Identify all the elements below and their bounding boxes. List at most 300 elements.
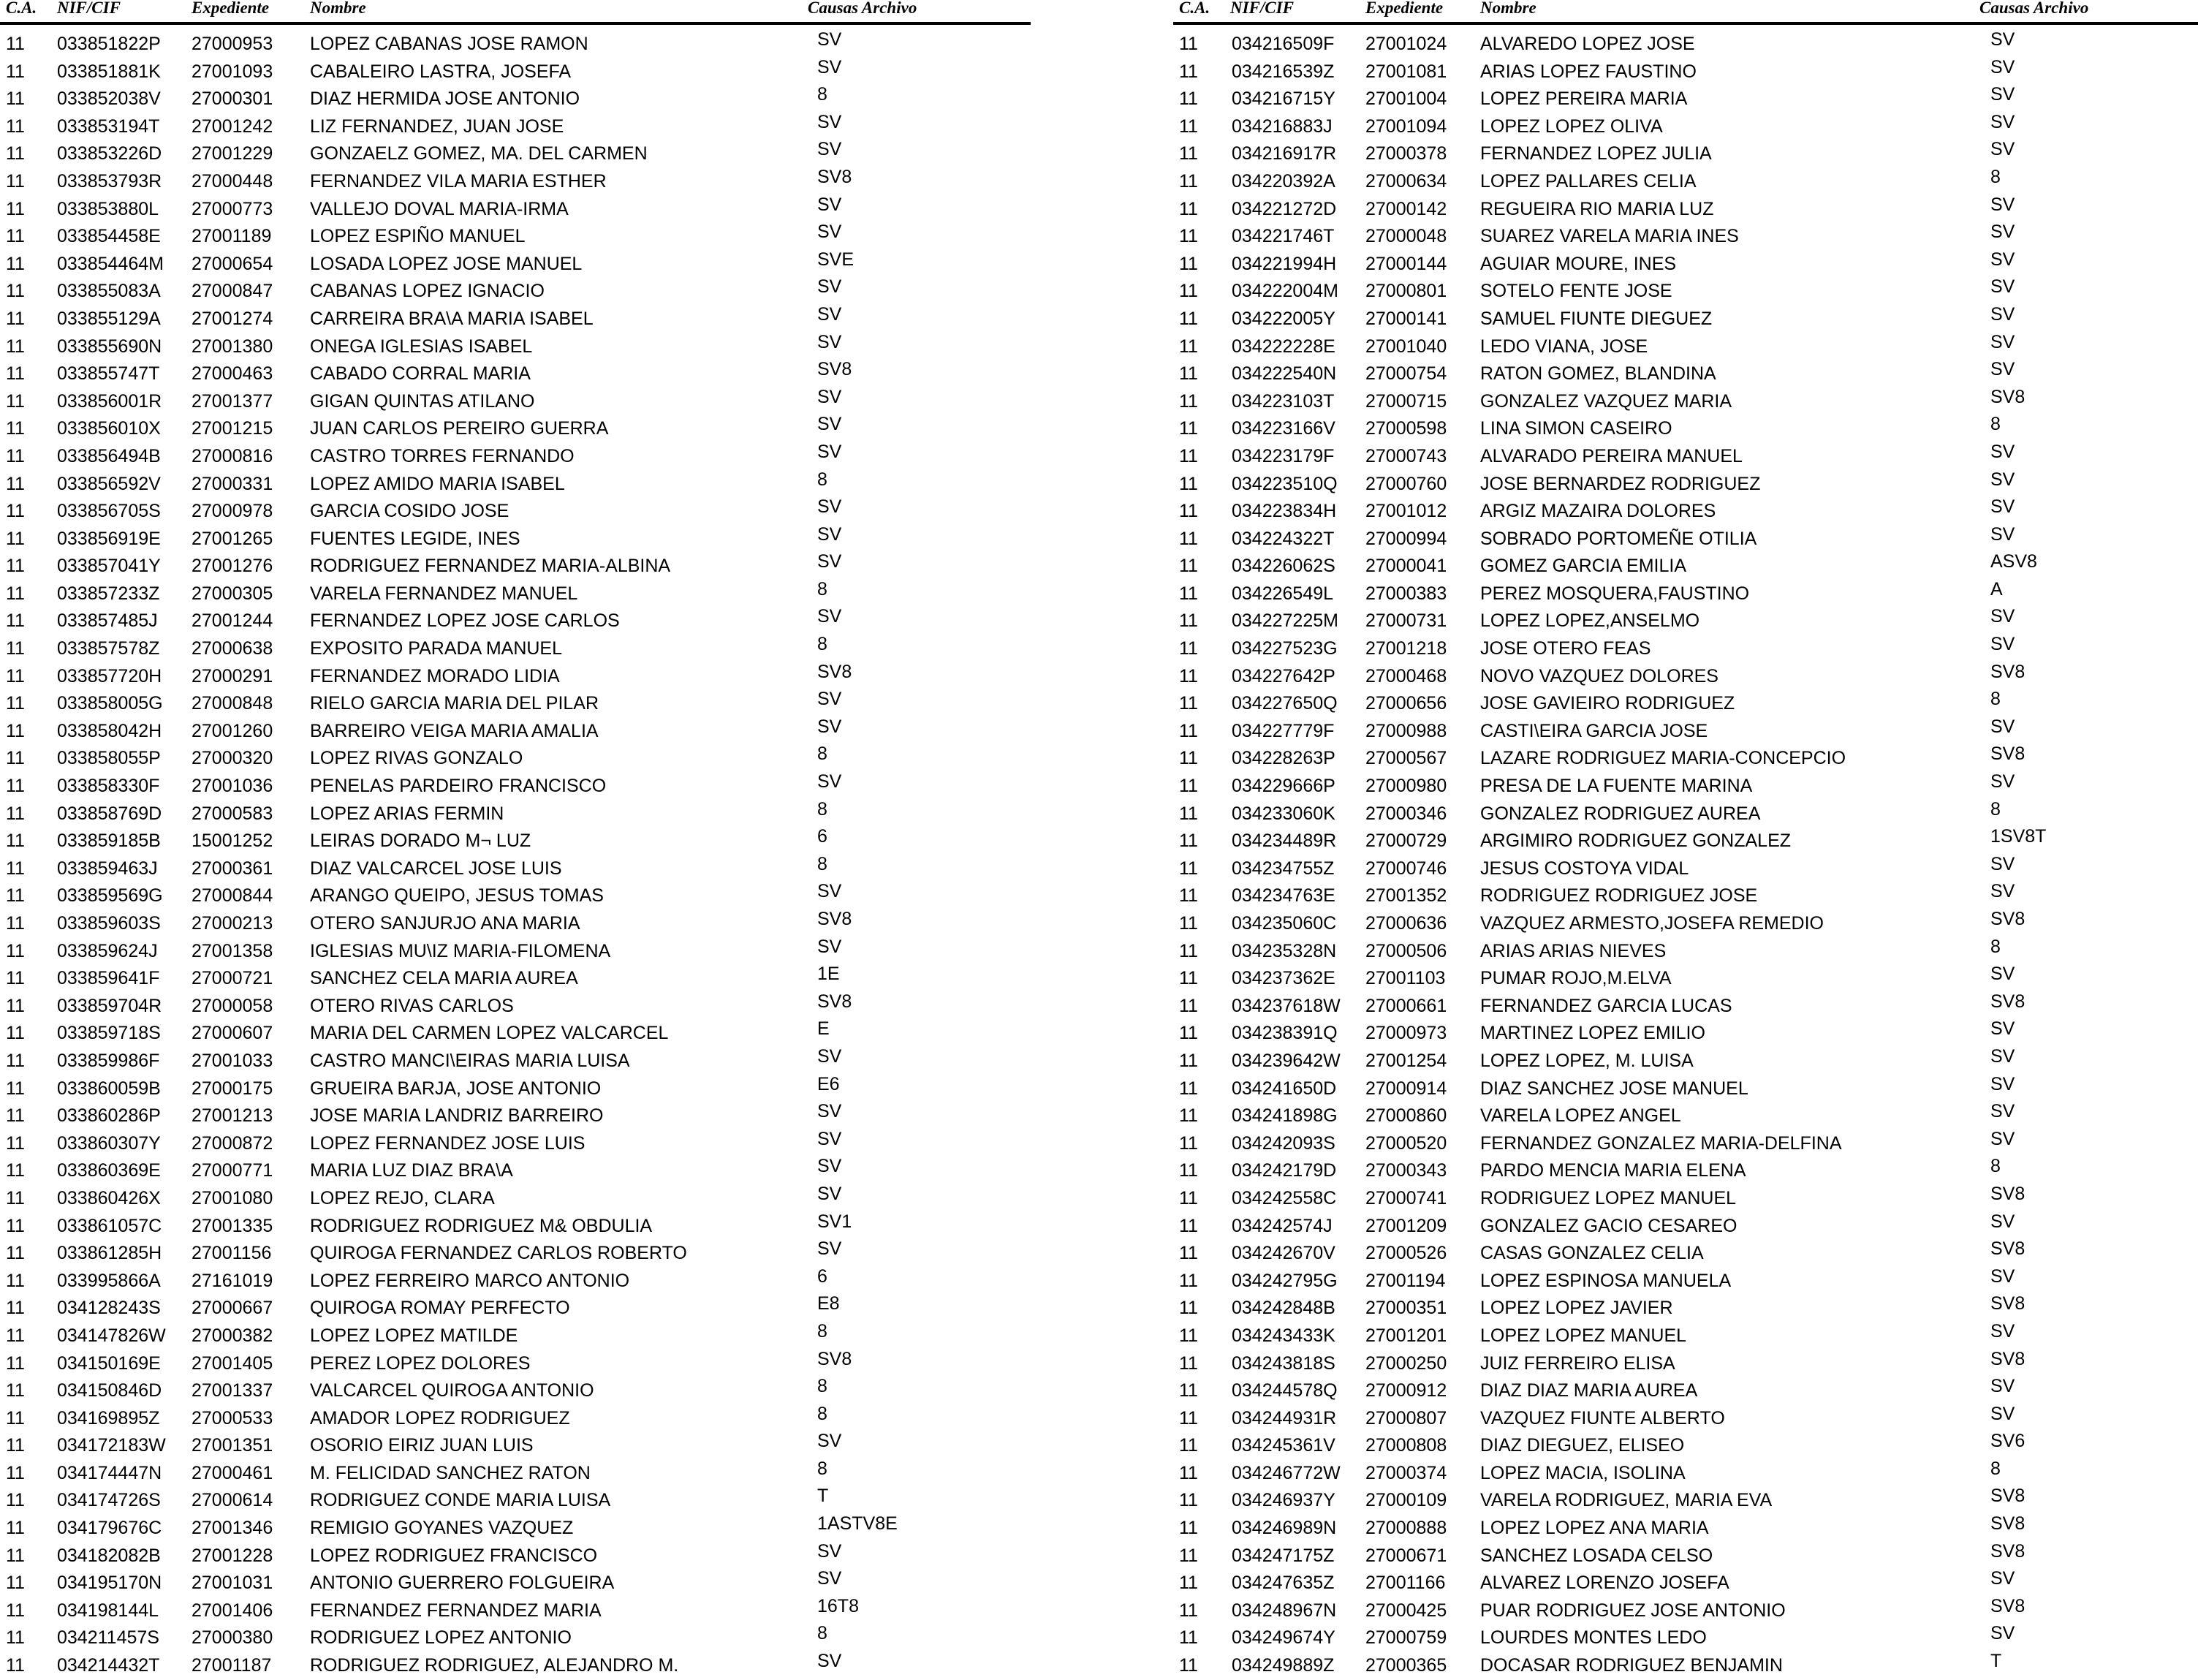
cell-ca: 11 <box>1179 336 1198 357</box>
cell-causas: SV <box>1990 276 2015 298</box>
cell-expediente: 27000801 <box>1365 281 1447 302</box>
cell-expediente: 27000614 <box>192 1490 273 1511</box>
table-row <box>1173 31 2198 58</box>
cell-causas: 8 <box>1990 1458 2001 1479</box>
cell-causas: SV8 <box>1990 1348 2025 1369</box>
cell-expediente: 27000607 <box>192 1023 273 1044</box>
cell-ca: 11 <box>6 1627 25 1649</box>
cell-nif: 033857720H <box>57 665 162 686</box>
cell-causas: SV <box>1990 222 2015 243</box>
table-row <box>1173 1460 2198 1488</box>
table-row <box>1173 498 2198 526</box>
cell-nif: 033861285H <box>57 1243 162 1264</box>
cell-expediente: 27000760 <box>1365 473 1447 494</box>
cell-nif: 033860307Y <box>57 1132 161 1154</box>
cell-causas: SV8 <box>1990 743 2025 765</box>
cell-nif: 033859569G <box>57 885 163 907</box>
cell-causas: SV <box>1990 1265 2015 1287</box>
cell-expediente: 27001274 <box>192 308 273 329</box>
cell-ca: 11 <box>6 940 25 961</box>
cell-expediente: 27000638 <box>192 638 273 659</box>
cell-causas: SV <box>1990 1623 2015 1644</box>
cell-nif: 034245361V <box>1232 1435 1335 1456</box>
cell-nombre: EXPOSITO PARADA MANUEL <box>310 638 563 659</box>
cell-ca: 11 <box>6 390 25 412</box>
table-row <box>0 1295 1038 1323</box>
cell-causas: SV <box>1990 1403 2015 1424</box>
cell-expediente: 27001265 <box>192 528 273 549</box>
cell-ca: 11 <box>1179 363 1198 385</box>
cell-ca: 11 <box>6 913 25 934</box>
cell-ca: 11 <box>6 418 25 439</box>
cell-causas: SV <box>1990 853 2015 874</box>
cell-expediente: 27000729 <box>1365 830 1447 852</box>
cell-ca: 11 <box>6 308 25 329</box>
cell-nif: 033853793R <box>57 170 162 192</box>
cell-ca: 11 <box>6 1243 25 1264</box>
cell-nif: 033857485J <box>57 610 158 632</box>
cell-causas: SV <box>1990 441 2015 462</box>
cell-nif: 033859718S <box>57 1023 161 1044</box>
cell-nif: 034241898G <box>1232 1105 1338 1127</box>
cell-causas: 8 <box>1990 798 2001 820</box>
cell-expediente: 27000041 <box>1365 556 1447 577</box>
cell-causas: 8 <box>1990 689 2001 710</box>
cell-expediente: 27000343 <box>1365 1160 1447 1181</box>
table-row <box>1173 635 2198 663</box>
cell-causas: SV <box>817 1651 842 1672</box>
cell-causas: SV <box>817 606 842 627</box>
table-row <box>0 1102 1038 1130</box>
cell-nombre: JOSE MARIA LANDRIZ BARREIRO <box>310 1105 604 1127</box>
cell-ca: 11 <box>6 1187 25 1208</box>
table-row <box>0 1045 1038 1075</box>
cell-causas: SV <box>817 1128 842 1149</box>
cell-nif: 034216539Z <box>1232 61 1335 82</box>
table-row <box>0 498 1038 526</box>
cell-nif: 034211457S <box>57 1627 159 1649</box>
cell-nombre: AGUIAR MOURE, INES <box>1480 253 1677 274</box>
cell-ca: 11 <box>6 665 25 686</box>
cell-nombre: GONZALEZ VAZQUEZ MARIA <box>1480 390 1732 412</box>
cell-nif: 034221272D <box>1232 198 1337 219</box>
table-row <box>1173 1405 2198 1433</box>
cell-causas: 1E <box>817 964 840 985</box>
table-row <box>1173 745 2198 773</box>
cell-causas: SV <box>1990 964 2015 985</box>
table-row <box>1173 910 2198 938</box>
table-row <box>0 388 1038 416</box>
cell-nombre: RODRIGUEZ FERNANDEZ MARIA-ALBINA <box>310 556 671 577</box>
cell-nif: 034242558C <box>1232 1187 1337 1208</box>
table-row <box>1173 1045 2198 1075</box>
cell-causas: 8 <box>817 1458 827 1479</box>
cell-expediente: 27001031 <box>192 1573 273 1594</box>
cell-nif: 034247175Z <box>1232 1545 1335 1566</box>
cell-ca: 11 <box>1179 1243 1198 1264</box>
cell-causas: SV <box>1990 634 2015 655</box>
cell-nombre: REGUEIRA RIO MARIA LUZ <box>1480 198 1714 219</box>
cell-ca: 11 <box>6 1545 25 1566</box>
cell-causas: SV <box>817 1101 842 1122</box>
cell-nombre: LOPEZ LOPEZ JAVIER <box>1480 1298 1673 1319</box>
cell-causas: 8 <box>817 1320 827 1342</box>
cell-causas: SV <box>1990 881 2015 902</box>
table-row <box>0 1515 1038 1543</box>
cell-expediente: 27000872 <box>192 1132 273 1154</box>
table-row <box>0 745 1038 773</box>
cell-causas: SV <box>817 1238 842 1260</box>
cell-causas: SV <box>817 551 842 572</box>
cell-nombre: BARREIRO VEIGA MARIA AMALIA <box>310 720 599 741</box>
cell-nif: 034179676C <box>57 1518 162 1539</box>
cell-nombre: SAMUEL FIUNTE DIEGUEZ <box>1480 308 1713 329</box>
cell-causas: SV <box>817 1045 842 1067</box>
cell-expediente: 27001228 <box>192 1545 273 1566</box>
cell-nombre: LOPEZ RIVAS GONZALO <box>310 748 523 769</box>
cell-nombre: PUAR RODRIGUEZ JOSE ANTONIO <box>1480 1600 1786 1621</box>
cell-causas: SV <box>817 222 842 243</box>
table-row <box>1173 608 2198 635</box>
table-row <box>0 168 1038 196</box>
cell-nombre: OTERO RIVAS CARLOS <box>310 995 514 1016</box>
cell-ca: 11 <box>6 1023 25 1044</box>
table-row <box>0 140 1038 168</box>
cell-nombre: RATON GOMEZ, BLANDINA <box>1480 363 1716 385</box>
cell-nif: 033858005G <box>57 693 163 714</box>
table-row <box>0 798 1038 828</box>
cell-ca: 11 <box>1179 693 1198 714</box>
cell-nombre: LAZARE RODRIGUEZ MARIA-CONCEPCIO <box>1480 748 1846 769</box>
cell-expediente: 27000048 <box>1365 226 1447 247</box>
table-row <box>0 828 1038 855</box>
cell-expediente: 27000380 <box>192 1627 273 1649</box>
cell-ca: 11 <box>1179 638 1198 659</box>
cell-nif: 033855129A <box>57 308 161 329</box>
cell-expediente: 27000175 <box>192 1078 273 1099</box>
cell-expediente: 27000844 <box>192 885 273 907</box>
cell-nombre: GOMEZ GARCIA EMILIA <box>1480 556 1686 577</box>
cell-nombre: LEIRAS DORADO M¬ LUZ <box>310 830 531 852</box>
cell-nif: 034223166V <box>1232 418 1335 439</box>
cell-ca: 11 <box>6 1518 25 1539</box>
cell-nombre: RODRIGUEZ LOPEZ MANUEL <box>1480 1187 1737 1208</box>
cell-causas: SV <box>1990 1045 2015 1067</box>
cell-ca: 11 <box>6 1160 25 1181</box>
cell-expediente: 27001081 <box>1365 61 1447 82</box>
cell-causas: 8 <box>1990 936 2001 957</box>
cell-expediente: 27000953 <box>192 34 273 54</box>
table-row <box>0 1265 1038 1295</box>
cell-nombre: GRUEIRA BARJA, JOSE ANTONIO <box>310 1078 602 1099</box>
cell-expediente: 27001242 <box>192 116 273 137</box>
cell-ca: 11 <box>1179 885 1198 907</box>
table-row <box>1173 580 2198 608</box>
cell-nif: 033860426X <box>57 1187 161 1208</box>
cell-ca: 11 <box>6 445 25 466</box>
cell-nif: 034182082B <box>57 1545 161 1566</box>
cell-nombre: MARTINEZ LOPEZ EMILIO <box>1480 1023 1705 1044</box>
cell-expediente: 27000980 <box>1365 776 1447 797</box>
table-row <box>1173 196 2198 224</box>
table-row <box>1173 113 2198 141</box>
cell-ca: 11 <box>6 1435 25 1456</box>
cell-nombre: JOSE GAVIEIRO RODRIGUEZ <box>1480 693 1735 714</box>
cell-causas: 8 <box>1990 166 2001 187</box>
cell-nif: 034216509F <box>1232 34 1335 54</box>
cell-nombre: DIAZ SANCHEZ JOSE MANUEL <box>1480 1078 1748 1099</box>
cell-nombre: M. FELICIDAD SANCHEZ RATON <box>310 1462 591 1483</box>
cell-nif: 034216917R <box>1232 143 1337 164</box>
cell-ca: 11 <box>6 143 25 164</box>
cell-nombre: LOPEZ MACIA, ISOLINA <box>1480 1462 1686 1483</box>
cell-nif: 033856010X <box>57 418 161 439</box>
cell-expediente: 27000141 <box>1365 308 1447 329</box>
table-row <box>0 690 1038 718</box>
cell-expediente: 27000144 <box>1365 253 1447 274</box>
cell-nombre: VAZQUEZ ARMESTO,JOSEFA REMEDIO <box>1480 913 1824 934</box>
cell-nombre: LOPEZ REJO, CLARA <box>310 1187 495 1208</box>
cell-causas: SV <box>1990 771 2015 792</box>
table-row <box>1173 443 2198 471</box>
cell-expediente: 27000346 <box>1365 803 1447 824</box>
cell-causas: SV <box>817 386 842 407</box>
cell-ca: 11 <box>6 1490 25 1511</box>
cell-nif: 033860059B <box>57 1078 161 1099</box>
cell-nombre: LOPEZ LOPEZ ANA MARIA <box>1480 1518 1709 1539</box>
cell-expediente: 27001405 <box>192 1352 273 1374</box>
cell-causas: SV8 <box>1990 1540 2025 1562</box>
table-row <box>1173 303 2198 333</box>
header-expediente: Expediente <box>192 0 270 17</box>
cell-expediente: 27001358 <box>192 940 273 961</box>
cell-ca: 11 <box>6 1078 25 1099</box>
cell-expediente: 27001260 <box>192 720 273 741</box>
table-row <box>0 1020 1038 1048</box>
cell-expediente: 27000109 <box>1365 1490 1447 1511</box>
cell-ca: 11 <box>1179 61 1198 82</box>
cell-expediente: 27000383 <box>1365 583 1447 604</box>
table-row <box>1173 1597 2198 1625</box>
cell-nombre: LIZ FERNANDEZ, JUAN JOSE <box>310 116 564 137</box>
cell-causas: A <box>1990 578 2003 599</box>
cell-nif: 034246937Y <box>1232 1490 1335 1511</box>
cell-expediente: 27000058 <box>192 995 273 1016</box>
cell-expediente: 27001033 <box>192 1050 273 1071</box>
cell-expediente: 27000860 <box>1365 1105 1447 1127</box>
cell-nif: 034222540N <box>1232 363 1337 385</box>
cell-nif: 033858330F <box>57 776 160 797</box>
cell-causas: SV <box>817 441 842 462</box>
cell-nif: 034233060K <box>1232 803 1335 824</box>
cell-nif: 034226549L <box>1232 583 1334 604</box>
cell-expediente: 27000988 <box>1365 720 1447 741</box>
cell-ca: 11 <box>1179 1298 1198 1319</box>
cell-expediente: 27000661 <box>1365 995 1447 1016</box>
cell-causas: SV <box>817 1540 842 1562</box>
cell-nombre: VALLEJO DOVAL MARIA-IRMA <box>310 198 569 219</box>
cell-causas: 8 <box>817 798 827 820</box>
table-row <box>0 523 1038 553</box>
cell-ca: 11 <box>1179 1435 1198 1456</box>
cell-nif: 033860369E <box>57 1160 161 1181</box>
cell-expediente: 27000743 <box>1365 445 1447 466</box>
cell-ca: 11 <box>6 858 25 879</box>
cell-nombre: OSORIO EIRIZ JUAN LUIS <box>310 1435 534 1456</box>
cell-ca: 11 <box>6 226 25 247</box>
cell-causas: SV <box>817 414 842 435</box>
table-row <box>0 223 1038 251</box>
table-row <box>1173 1515 2198 1543</box>
table-row <box>0 1130 1038 1158</box>
cell-nombre: FERNANDEZ LOPEZ JOSE CARLOS <box>310 610 620 632</box>
cell-causas: SV8 <box>1990 991 2025 1012</box>
cell-nombre: CASAS GONZALEZ CELIA <box>1480 1243 1704 1264</box>
table-body <box>0 31 1038 1680</box>
cell-expediente: 27000671 <box>1365 1545 1447 1566</box>
cell-nombre: SANCHEZ LOSADA CELSO <box>1480 1545 1713 1566</box>
cell-ca: 11 <box>6 1050 25 1071</box>
header-nombre: Nombre <box>1480 0 1536 17</box>
cell-causas: SV <box>1990 606 2015 627</box>
table-row <box>0 718 1038 746</box>
cell-expediente: 27001213 <box>192 1105 273 1127</box>
cell-causas: 8 <box>1990 414 2001 435</box>
table-row <box>0 58 1038 86</box>
cell-causas: SV <box>817 1156 842 1177</box>
table-row <box>1173 1295 2198 1323</box>
cell-causas: SV <box>1990 139 2015 160</box>
table-row <box>1173 1487 2198 1515</box>
cell-causas: 8 <box>817 634 827 655</box>
cell-causas: SV <box>817 771 842 792</box>
cell-causas: SV1 <box>817 1211 852 1232</box>
cell-ca: 11 <box>6 116 25 137</box>
cell-nombre: RIELO GARCIA MARIA DEL PILAR <box>310 693 599 714</box>
table-row <box>0 553 1038 580</box>
cell-causas: SV8 <box>1990 1513 2025 1535</box>
cell-ca: 11 <box>1179 720 1198 741</box>
header-ca: C.A. <box>1179 0 1210 17</box>
cell-nombre: CASTRO TORRES FERNANDO <box>310 445 575 466</box>
cell-ca: 11 <box>1179 226 1198 247</box>
cell-nombre: JUIZ FERREIRO ELISA <box>1480 1352 1675 1374</box>
table-row <box>1173 58 2198 86</box>
cell-causas: SV <box>817 1183 842 1204</box>
cell-nombre: VARELA FERNANDEZ MANUEL <box>310 583 578 604</box>
cell-expediente: 27001093 <box>192 61 273 82</box>
cell-causas: 8 <box>817 84 827 105</box>
cell-expediente: 27000526 <box>1365 1243 1447 1264</box>
table-row <box>0 113 1038 141</box>
cell-causas: 6 <box>817 826 827 847</box>
cell-nombre: PRESA DE LA FUENTE MARINA <box>1480 776 1753 797</box>
cell-nif: 033859624J <box>57 940 158 961</box>
cell-causas: SV8 <box>817 166 852 187</box>
cell-nombre: VALCARCEL QUIROGA ANTONIO <box>310 1380 594 1401</box>
cell-nombre: CABANAS LOPEZ IGNACIO <box>310 281 545 302</box>
cell-nif: 034172183W <box>57 1435 166 1456</box>
cell-expediente: 27000291 <box>192 665 273 686</box>
header-rule <box>1173 22 2198 25</box>
cell-ca: 11 <box>6 281 25 302</box>
cell-expediente: 27000378 <box>1365 143 1447 164</box>
cell-causas: SV <box>1990 1101 2015 1122</box>
cell-ca: 11 <box>6 1215 25 1236</box>
cell-ca: 11 <box>1179 1187 1198 1208</box>
cell-expediente: 27000320 <box>192 748 273 769</box>
cell-nif: 034222005Y <box>1232 308 1335 329</box>
cell-nif: 034242670V <box>1232 1243 1335 1264</box>
cell-nif: 034228263P <box>1232 748 1335 769</box>
cell-expediente: 27001244 <box>192 610 273 632</box>
header-nif: NIF/CIF <box>57 0 121 17</box>
table-row <box>0 580 1038 608</box>
cell-nif: 033857578Z <box>57 638 160 659</box>
cell-nif: 034223834H <box>1232 501 1337 522</box>
cell-nombre: FUENTES LEGIDE, INES <box>310 528 520 549</box>
table-row <box>1173 333 2198 361</box>
cell-causas: SV <box>1990 469 2015 490</box>
cell-nombre: LOPEZ ARIAS FERMIN <box>310 803 504 824</box>
cell-ca: 11 <box>6 885 25 907</box>
cell-expediente: 27000374 <box>1365 1462 1447 1483</box>
cell-nombre: CARREIRA BRA\A MARIA ISABEL <box>310 308 594 329</box>
cell-ca: 11 <box>6 501 25 522</box>
cell-nombre: RODRIGUEZ CONDE MARIA LUISA <box>310 1490 611 1511</box>
cell-ca: 11 <box>6 638 25 659</box>
cell-ca: 11 <box>1179 1462 1198 1483</box>
cell-ca: 11 <box>6 556 25 577</box>
cell-nif: 033858769D <box>57 803 162 824</box>
cell-causas: SV <box>817 303 842 325</box>
cell-nif: 034226062S <box>1232 556 1335 577</box>
table-row <box>0 278 1038 306</box>
cell-ca: 11 <box>6 1407 25 1429</box>
cell-expediente: 27000808 <box>1365 1435 1447 1456</box>
cell-nif: 033859704R <box>57 995 162 1016</box>
cell-nombre: REMIGIO GOYANES VAZQUEZ <box>310 1518 574 1539</box>
table-row <box>0 1213 1038 1241</box>
cell-nif: 034249674Y <box>1232 1627 1335 1649</box>
cell-causas: SV <box>817 1431 842 1452</box>
cell-nombre: DOCASAR RODRIGUEZ BENJAMIN <box>1480 1655 1783 1676</box>
cell-nombre: CABADO CORRAL MARIA <box>310 363 531 385</box>
cell-nif: 033856919E <box>57 528 161 549</box>
cell-expediente: 27001166 <box>1365 1573 1446 1594</box>
cell-expediente: 27000847 <box>192 281 273 302</box>
table-row <box>0 1320 1038 1350</box>
table-row <box>0 1652 1038 1680</box>
cell-expediente: 27000656 <box>1365 693 1447 714</box>
cell-causas: SV8 <box>817 1348 852 1369</box>
cell-expediente: 27000715 <box>1365 390 1447 412</box>
cell-causas: SV <box>817 194 842 215</box>
cell-nif: 034242574J <box>1232 1215 1333 1236</box>
cell-nif: 033856705S <box>57 501 161 522</box>
cell-ca: 11 <box>1179 830 1198 852</box>
cell-nif: 033859185B <box>57 830 161 852</box>
cell-ca: 11 <box>1179 116 1198 137</box>
cell-nombre: SUAREZ VARELA MARIA INES <box>1480 226 1739 247</box>
cell-ca: 11 <box>1179 803 1198 824</box>
cell-ca: 11 <box>1179 281 1198 302</box>
table-row <box>1173 1432 2198 1460</box>
cell-causas: 8 <box>817 743 827 765</box>
table-row <box>1173 1320 2198 1350</box>
cell-causas: 16T8 <box>817 1595 859 1616</box>
table-row <box>0 86 1038 113</box>
